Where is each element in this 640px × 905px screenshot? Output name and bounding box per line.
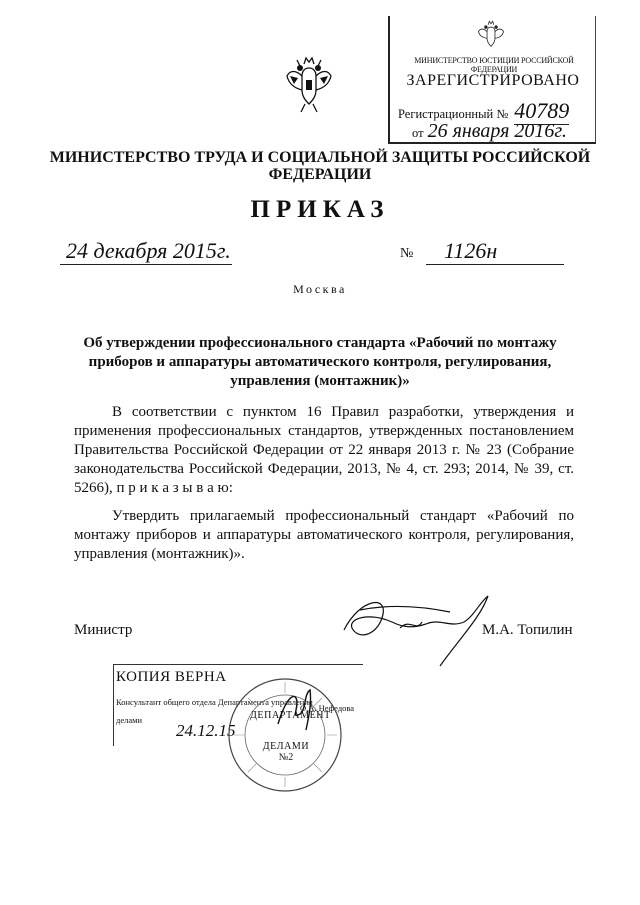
seal-department-2: ДЕЛАМИ [262, 741, 310, 752]
paragraph-approval: Утвердить прилагаемый профессиональный стандарт «Рабочий по монтажу приборов и аппаратуры автоматического контроля, регулирования, управления (монтажник)». [74, 508, 574, 562]
order-title: Об утверждении профессионального стандарта «Рабочий по монтажу приборов и аппаратуры автоматического контроля, регулирования, управления (монтажник)» [83, 335, 557, 389]
certifier-signature [270, 684, 330, 734]
signatory-title: Министр [74, 622, 133, 638]
signatory-name: М.А. Топилин [482, 622, 573, 638]
stamp-registration-date [412, 120, 567, 144]
document-type: ПРИКАЗ [250, 196, 390, 223]
coat-of-arms-icon [476, 18, 506, 52]
registration-number-label: Регистрационный № [398, 107, 509, 121]
registration-date-value: 26 января 2016г. [427, 120, 567, 142]
paragraph-legal-basis: В соответствии с пунктом 16 Правил разработки, утверждения и применения профессиональных стандартов, утвержденных постановлением Правительства Российской Федерации от 22 января 2013 г. № 23 (Собрание законодательства Российской Федерации, 2013, № 4, ст. 293; 2014, № 39, ст. 5266), п р и к а з ы в а ю: [74, 404, 574, 496]
order-number-sign: № [400, 246, 414, 261]
stamp-registered-label: ЗАРЕГИСТРИРОВАНО [406, 72, 580, 89]
stamp-ministry-name: МИНИСТЕРСТВО ЮСТИЦИИ РОССИЙСКОЙ ФЕДЕРАЦИИ [414, 56, 574, 74]
order-date: 24 декабря 2015г. [60, 238, 232, 265]
seal-number: №2 [278, 752, 294, 763]
city: Москва [293, 282, 347, 296]
registration-number-value: 40789 [514, 98, 570, 123]
registration-stamp [388, 16, 596, 144]
seal-department-1: ДЕПАРТАМЕНТ [250, 710, 331, 721]
copy-true-label: КОПИЯ ВЕРНА [116, 669, 227, 685]
registration-date-label: от [412, 126, 424, 140]
issuing-ministry: МИНИСТЕРСТВО ТРУДА И СОЦИАЛЬНОЙ ЗАЩИТЫ РОССИЙСКОЙ ФЕДЕРАЦИИ [49, 149, 591, 183]
coat-of-arms-icon [284, 54, 334, 114]
certifier-position: Консультант общего отдела Департамента управления делами [116, 697, 313, 725]
certification-date: 24.12.15 [176, 721, 236, 740]
certifier-name: О.А. Нефедова [300, 703, 355, 713]
order-number: 1126н [426, 238, 564, 265]
minister-signature [330, 588, 500, 668]
